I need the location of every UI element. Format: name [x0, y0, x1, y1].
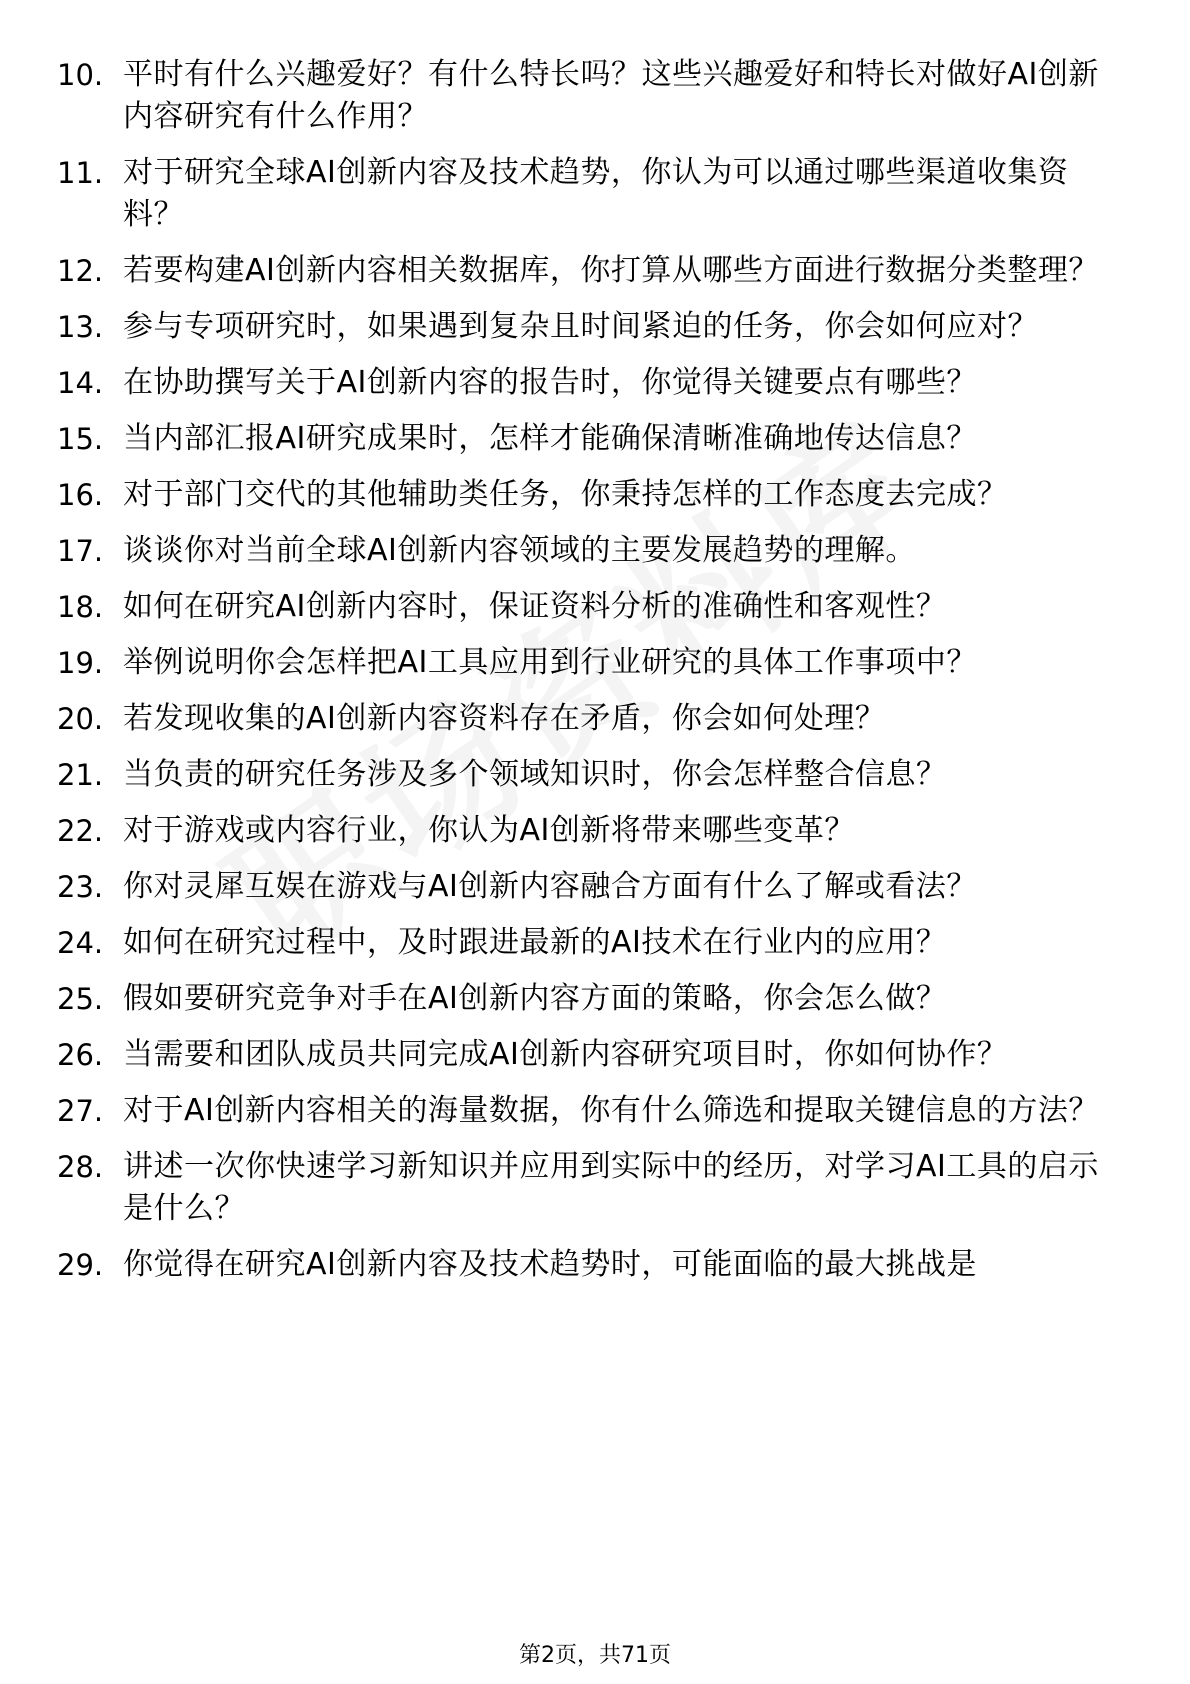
question-text: 参与专项研究时，如果遇到复杂且时间紧迫的任务，你会如何应对？: [123, 309, 1038, 344]
question-number: 13.: [57, 310, 104, 344]
question-text: 讲述一次你快速学习新知识并应用到实际中的经历，对学习AI工具的启示是什么？: [123, 1149, 1099, 1226]
list-item: [57, 586, 1117, 628]
list-item: [57, 530, 1117, 572]
list-item: [57, 642, 1117, 684]
question-text: 你觉得在研究AI创新内容及技术趋势时，可能面临的最大挑战是: [123, 1247, 977, 1282]
list-item: [57, 474, 1117, 516]
question-text: 当内部汇报AI研究成果时，怎样才能确保清晰准确地传达信息？: [123, 421, 977, 456]
question-number: 16.: [57, 478, 104, 512]
question-number: 21.: [57, 758, 104, 792]
question-text: 对于游戏或内容行业，你认为AI创新将带来哪些变革？: [123, 813, 855, 848]
list-item: [57, 698, 1117, 740]
question-number: 10.: [57, 58, 104, 92]
question-text: 举例说明你会怎样把AI工具应用到行业研究的具体工作事项中？: [123, 645, 977, 680]
question-number: 14.: [57, 366, 104, 400]
list-item: [57, 54, 1117, 138]
list-item: [57, 362, 1117, 404]
list-item: [57, 978, 1117, 1020]
list-item: [57, 152, 1117, 236]
question-number: 17.: [57, 534, 104, 568]
question-number: 26.: [57, 1038, 104, 1072]
question-text: 假如要研究竞争对手在AI创新内容方面的策略，你会怎么做？: [123, 981, 947, 1016]
list-item: [57, 810, 1117, 852]
question-number: 29.: [57, 1248, 104, 1282]
question-number: 19.: [57, 646, 104, 680]
question-text: 对于部门交代的其他辅助类任务，你秉持怎样的工作态度去完成？: [123, 477, 1008, 512]
question-number: 11.: [57, 156, 104, 190]
question-text: 如何在研究AI创新内容时，保证资料分析的准确性和客观性？: [123, 589, 947, 624]
list-item: [57, 922, 1117, 964]
list-item: [57, 418, 1117, 460]
question-text: 对于研究全球AI创新内容及技术趋势，你认为可以通过哪些渠道收集资料？: [123, 155, 1069, 232]
question-number: 12.: [57, 254, 104, 288]
list-item: [57, 754, 1117, 796]
question-number: 22.: [57, 814, 104, 848]
list-item: [57, 1146, 1117, 1230]
list-item: [57, 306, 1117, 348]
list-item: [57, 866, 1117, 908]
question-text: 当需要和团队成员共同完成AI创新内容研究项目时，你如何协作？: [123, 1037, 1008, 1072]
question-text: 在协助撰写关于AI创新内容的报告时，你觉得关键要点有哪些？: [123, 365, 977, 400]
question-text: 当负责的研究任务涉及多个领域知识时，你会怎样整合信息？: [123, 757, 947, 792]
question-text: 若要构建AI创新内容相关数据库，你打算从哪些方面进行数据分类整理？: [123, 253, 1099, 288]
list-item: [57, 1090, 1117, 1132]
question-number: 23.: [57, 870, 104, 904]
question-number: 24.: [57, 926, 104, 960]
page-number-footer: 第2页，共71页: [519, 1643, 671, 1668]
question-text: 平时有什么兴趣爱好？有什么特长吗？这些兴趣爱好和特长对做好AI创新内容研究有什么作用？: [123, 57, 1099, 134]
question-text: 你对灵犀互娱在游戏与AI创新内容融合方面有什么了解或看法？: [123, 869, 977, 904]
list-item: [57, 250, 1117, 292]
question-text: 对于AI创新内容相关的海量数据，你有什么筛选和提取关键信息的方法？: [123, 1093, 1099, 1128]
question-number: 15.: [57, 422, 104, 456]
list-item: [57, 1034, 1117, 1076]
question-number: 25.: [57, 982, 104, 1016]
question-text: 如何在研究过程中，及时跟进最新的AI技术在行业内的应用？: [123, 925, 947, 960]
question-number: 28.: [57, 1150, 104, 1184]
question-list: [57, 54, 1117, 1300]
list-item: [57, 1244, 1117, 1286]
question-number: 20.: [57, 702, 104, 736]
question-number: 18.: [57, 590, 104, 624]
question-text: 谈谈你对当前全球AI创新内容领域的主要发展趋势的理解。: [123, 533, 916, 568]
question-number: 27.: [57, 1094, 104, 1128]
question-text: 若发现收集的AI创新内容资料存在矛盾，你会如何处理？: [123, 701, 886, 736]
